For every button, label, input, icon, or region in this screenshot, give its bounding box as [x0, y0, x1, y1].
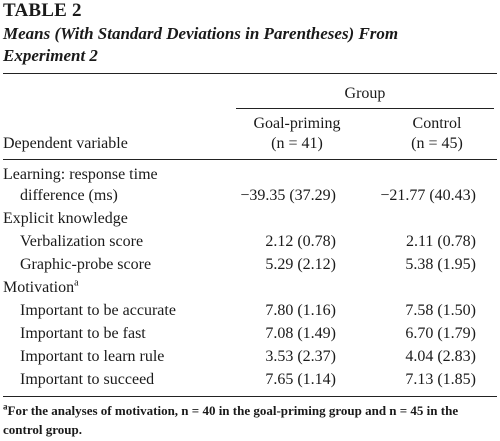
cell-goal-priming: 7.65 (1.14): [265, 371, 336, 388]
cell-goal-priming: 7.80 (1.16): [265, 302, 336, 319]
group-rule: [236, 108, 494, 109]
col-goal-priming-name: Goal-priming: [253, 115, 341, 132]
table-footnote: [3, 401, 493, 439]
cell-control: 7.58 (1.50): [405, 302, 476, 319]
cell-control: 5.38 (1.95): [405, 256, 476, 273]
footnote-mark: a: [3, 401, 8, 412]
row-label: Graphic-probe score: [20, 256, 152, 273]
col-goal-priming-n: (n = 41): [271, 135, 323, 152]
row-label: Important to succeed: [20, 371, 155, 388]
cell-goal-priming: 2.12 (0.78): [265, 233, 336, 250]
row-label: Important to be accurate: [20, 302, 176, 319]
cell-control: 7.13 (1.85): [405, 371, 476, 388]
section-label: Explicit knowledge: [3, 210, 128, 227]
cell-goal-priming: 5.29 (2.12): [265, 256, 336, 273]
header-rule: [3, 159, 497, 160]
row-label: Important to learn rule: [20, 348, 165, 365]
cell-control: 2.11 (0.78): [405, 233, 476, 250]
row-label: Important to be fast: [20, 325, 146, 342]
dependent-variable-header: Dependent variable: [3, 135, 128, 152]
row-label-cont: difference (ms): [20, 187, 118, 204]
bottom-rule: [3, 396, 497, 397]
top-rule: [3, 73, 497, 74]
group-header: Group: [344, 85, 386, 102]
cell-goal-priming: −39.35 (37.29): [240, 187, 336, 204]
row-label: Verbalization score: [20, 233, 144, 250]
cell-control: −21.77 (40.43): [380, 187, 476, 204]
section-label: Motivation$^a$: [3, 277, 79, 296]
row-label: Learning: response time: [3, 166, 158, 183]
cell-goal-priming: 7.08 (1.49): [265, 325, 336, 342]
footnote-text: For the analyses of motivation, n = 40 in the goal-priming group and n = 45 in the control group.: [3, 403, 459, 437]
footnote-mark: a: [74, 277, 79, 289]
table-number: TABLE 2: [3, 0, 82, 21]
col-control-n: (n = 45): [411, 135, 463, 152]
cell-control: 4.04 (2.83): [405, 348, 476, 365]
table-caption: Means (With Standard Deviations in Parentheses) From Experiment 2: [3, 24, 399, 65]
cell-control: 6.70 (1.79): [405, 325, 476, 342]
col-control-name: Control: [412, 115, 462, 132]
cell-goal-priming: 3.53 (2.37): [265, 348, 336, 365]
